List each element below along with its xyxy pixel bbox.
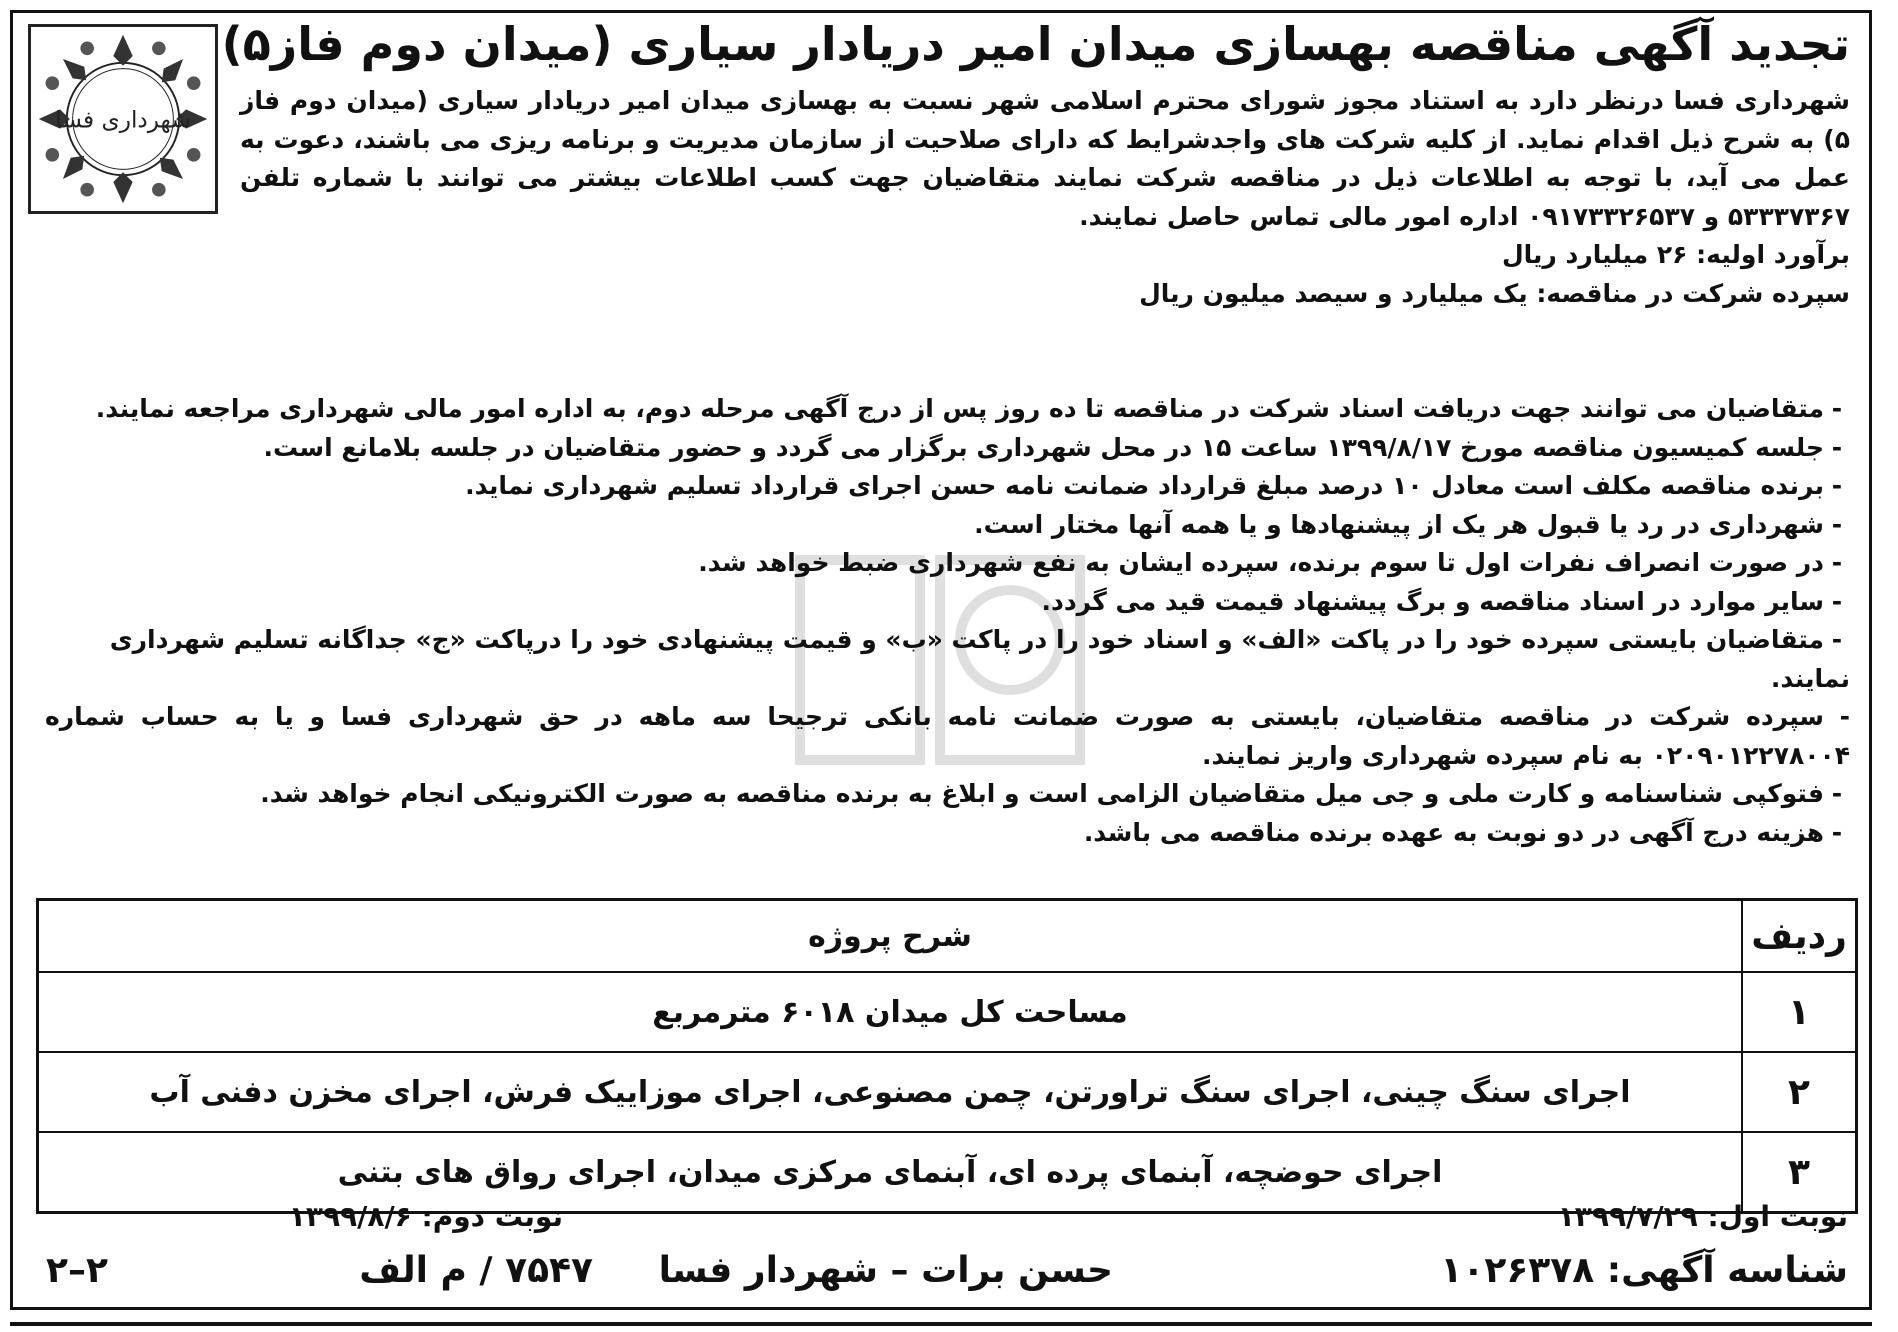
tender-deposit: سپرده شرکت در مناقصه: یک میلیارد و سیصد میلیون ریال [1139,278,1850,308]
header-project-description: شرح پروژه [38,900,1743,973]
condition-item: -برنده مناقصه مکلف است معادل ۱۰ درصد مبلغ قرارداد ضمانت نامه حسن اجرای قرارداد تسلیم شهرداری نماید. [465,471,1843,500]
page-number: ۲–۲ [46,1250,108,1291]
logo-emblem-icon [31,27,215,211]
condition-item: -هزینه درج آگهی در دو نوبت به عهده برنده مناقصه می باشد. [1083,817,1843,847]
conditions-list [45,390,1850,852]
ad-id: شناسه آگهی: ۱۰۲۶۳۷۸ [1440,1250,1848,1291]
bottom-rule [10,1322,1872,1326]
table-row [38,972,1857,1052]
initial-estimate: برآورد اولیه: ۲۶ میلیارد ریال [1501,240,1850,269]
row-number: ۲ [1742,1052,1857,1132]
condition-item: -متقاضیان بایستی سپرده خود را در پاکت «الف» و اسناد خود را در پاکت «ب» و قیمت پیشنهادی خود را درپاکت «ج» جداگانه تسلیم شهرداری نمایند. [109,625,1850,693]
row-number: ۱ [1742,972,1857,1052]
ad-title: تجدید آگهی مناقصه بهسازی میدان امیر دریادار سیاری (میدان دوم فاز۵) [221,17,1850,71]
table-header-row [38,900,1857,973]
ad-code: ۷۵۴۷ / م الف [359,1250,593,1291]
row-number: ۳ [1742,1132,1857,1213]
condition-item: -سایر موارد در اسناد مناقصه و برگ پیشنهاد قیمت قید می گردد. [1041,586,1843,616]
condition-item: -جلسه کمیسیون مناقصه مورخ ۱۳۹۹/۸/۱۷ ساعت ۱۵ در محل شهرداری برگزار می گردد و حضور متقاضیان در جلسه بلامانع است. [263,432,1843,462]
condition-item: -فتوکپی شناسنامه و کارت ملی و جی میل متقاضیان الزامی است و ابلاغ به برنده مناقصه به صورت الکترونیکی انجام خواهد شد. [260,779,1843,808]
row-description: اجرای حوضچه، آبنمای پرده ای، آبنمای مرکزی میدان، اجرای رواق های بتنی [38,1132,1743,1213]
project-table [36,898,1858,1214]
logo-text: شهرداری فسا [55,106,191,134]
second-publish-date: نوبت دوم: ۱۳۹۹/۸/۶ [288,1200,563,1233]
footer-signature-line [36,1250,1858,1300]
table-row [38,1052,1857,1132]
condition-item: -شهرداری در رد یا قبول هر یک از پیشنهادها و یا همه آنها مختار است. [974,509,1843,539]
condition-item: -در صورت انصراف نفرات اول تا سوم برنده، سپرده ایشان به نفع شهرداری ضبط خواهد شد. [698,548,1843,577]
intro-block [240,82,1850,313]
row-description: اجرای سنگ چینی، اجرای سنگ تراورتن، چمن مصنوعی، اجرای موزاییک فرش، اجرای مخزن دفنی آب [38,1052,1743,1132]
condition-item: -سپرده شرکت در مناقصه متقاضیان، بایستی به صورت ضمانت نامه بانکی ترجیحا سه ماهه در حق شهرداری فسا و یا به حساب شماره ۰۲۰۹۰۱۲۲۷۸۰۰۴ به نام سپرده شهرداری واریز نمایند. [45,702,1850,770]
row-description: مساحت کل میدان ۶۰۱۸ مترمربع [38,972,1743,1052]
first-publish-date: نوبت اول: ۱۳۹۹/۷/۲۹ [1557,1200,1848,1233]
municipality-logo [28,24,218,214]
condition-item: -متقاضیان می توانند جهت دریافت اسناد شرکت در مناقصه تا ده روز پس از درج آگهی مرحله دوم، به اداره امور مالی شهرداری مراجعه نمایند. [95,394,1843,423]
header-row-number: ردیف [1742,900,1857,973]
mayor-signature: حسن برات – شهردار فسا [658,1250,1113,1291]
intro-paragraph: شهرداری فسا درنظر دارد به استناد مجوز شورای محترم اسلامی شهر نسبت به بهسازی میدان امیر دریادار سیاری (میدان دوم فاز ۵) به شرح ذیل اقدام نماید. از کلیه شرکت های واجدشرایط که دارای صلاحیت از سازمان مدیریت و برنامه ریزی می باشند، دعوت به عمل می آید، با توجه به اطلاعات ذیل در مناقصه شرکت نمایند متقاضیان جهت کسب اطلاعات بیشتر می توانند با شماره تلفن ۵۳۳۳۷۳۶۷ و ۰۹۱۷۳۳۲۶۵۳۷ اداره امور مالی تماس حاصل نمایند. [240,86,1850,231]
footer-publish-dates [36,1200,1858,1240]
